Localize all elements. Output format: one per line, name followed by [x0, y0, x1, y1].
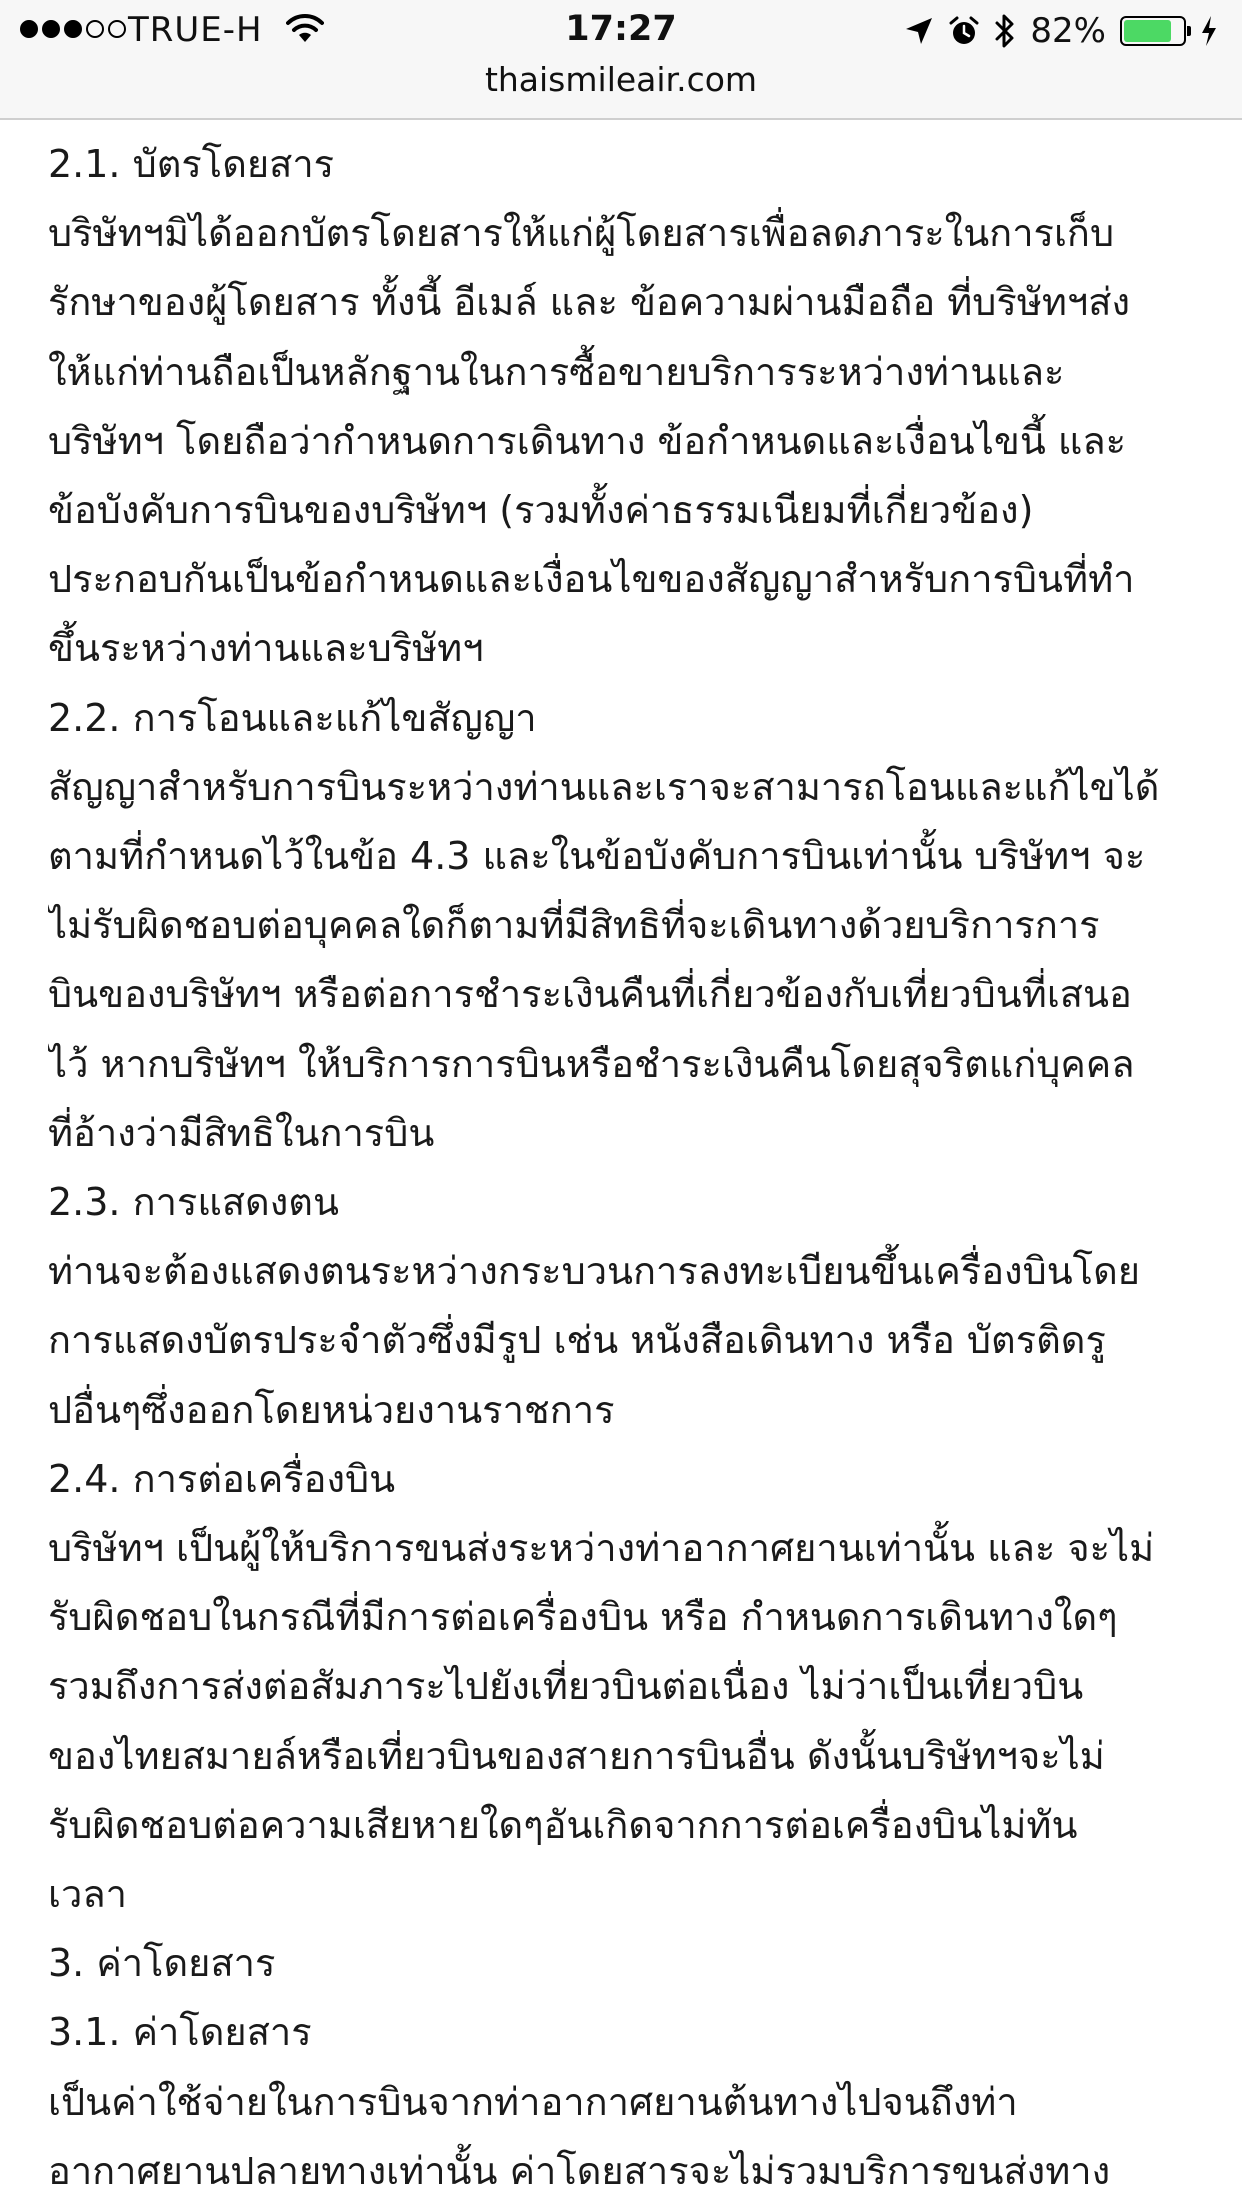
article-line: ขึ้นระหว่างท่านและบริษัทฯ	[48, 626, 484, 671]
article-content	[48, 130, 1208, 2206]
status-bar	[0, 0, 1242, 62]
alarm-icon	[948, 15, 980, 47]
article-line: 2.4. การต่อเครื่องบิน	[48, 1456, 396, 1501]
article-line: สัญญาสำหรับการบินระหว่างท่านและเราจะสามารถโอนและแก้ไขได้	[48, 764, 1160, 809]
charging-bolt-icon	[1200, 15, 1218, 47]
article-line: 2.2. การโอนและแก้ไขสัญญา	[48, 695, 537, 740]
article-line: รับผิดชอบในกรณีที่มีการต่อเครื่องบิน หรือ กำหนดการเดินทางใดๆ	[48, 1595, 1118, 1640]
article-line: ให้แก่ท่านถือเป็นหลักฐานในการซื้อขายบริการระหว่างท่านและ	[48, 349, 1065, 394]
article-line: เป็นค่าใช้จ่ายในการบินจากท่าอากาศยานต้นทางไปจนถึงท่า	[48, 2079, 1018, 2124]
article-line: การแสดงบัตรประจำตัวซึ่งมีรูป เช่น หนังสือเดินทาง หรือ บัตรติดรู	[48, 1318, 1106, 1363]
location-arrow-icon	[904, 16, 934, 46]
article-line: บินของบริษัทฯ หรือต่อการชำระเงินคืนที่เกี่ยวข้องกับเที่ยวบินที่เสนอ	[48, 972, 1132, 1017]
browser-top-bar	[0, 0, 1242, 120]
article-line: ท่านจะต้องแสดงตนระหว่างกระบวนการลงทะเบียนขึ้นเครื่องบินโดย	[48, 1249, 1141, 1294]
article-line: ข้อบังคับการบินของบริษัทฯ (รวมทั้งค่าธรรมเนียมที่เกี่ยวข้อง)	[48, 488, 1034, 533]
carrier-name: TRUE-H	[128, 10, 263, 50]
battery-fill	[1124, 20, 1171, 42]
article-line: อากาศยานปลายทางเท่านั้น ค่าโดยสารจะไม่รวมบริการขนส่งทาง	[48, 2148, 1111, 2193]
article-line: 2.3. การแสดงตน	[48, 1180, 339, 1225]
article-line: ไว้ หากบริษัทฯ ให้บริการการบินหรือชำระเงินคืนโดยสุจริตแก่บุคคล	[48, 1041, 1135, 1086]
article-line: รับผิดชอบต่อความเสียหายใดๆอันเกิดจากการต่อเครื่องบินไม่ทัน	[48, 1802, 1078, 1847]
article-line: ปอื่นๆซึ่งออกโดยหน่วยงานราชการ	[48, 1387, 615, 1432]
battery-percent: 82%	[1030, 11, 1106, 51]
bluetooth-icon	[994, 13, 1016, 49]
article-line: เวลา	[48, 1872, 127, 1917]
battery-icon	[1120, 16, 1186, 46]
article-line: รวมถึงการส่งต่อสัมภาระไปยังเที่ยวบินต่อเนื่อง ไม่ว่าเป็นเที่ยวบิน	[48, 1664, 1084, 1709]
article-line: ที่อ้างว่ามีสิทธิในการบิน	[48, 1110, 435, 1155]
article-line: รักษาของผู้โดยสาร ทั้งนี้ อีเมล์ และ ข้อความผ่านมือถือ ที่บริษัทฯส่ง	[48, 280, 1131, 325]
article-line: บริษัทฯมิได้ออกบัตรโดยสารให้แก่ผู้โดยสารเพื่อลดภาระในการเก็บ	[48, 211, 1115, 256]
status-right-icons	[904, 10, 1218, 52]
article-line: 3.1. ค่าโดยสาร	[48, 2010, 312, 2055]
address-bar-url[interactable]: thaismileair.com	[484, 60, 758, 99]
article-line: 3. ค่าโดยสาร	[48, 1941, 276, 1986]
article-line: ไม่รับผิดชอบต่อบุคคลใดก็ตามที่มีสิทธิที่จะเดินทางด้วยบริการการ	[48, 903, 1100, 948]
article-line: บริษัทฯ โดยถือว่ากำหนดการเดินทาง ข้อกำหนดและเงื่อนไขนี้ และ	[48, 418, 1127, 463]
status-time: 17:27	[565, 9, 677, 49]
battery-nub	[1187, 26, 1191, 36]
article-line: ของไทยสมายล์หรือเที่ยวบินของสายการบินอื่น ดังนั้นบริษัทฯจะไม่	[48, 1733, 1105, 1778]
article-line: ประกอบกันเป็นข้อกำหนดและเงื่อนไขของสัญญาสำหรับการบินที่ทำ	[48, 557, 1135, 602]
article-line: บริษัทฯ เป็นผู้ให้บริการขนส่งระหว่างท่าอากาศยานเท่านั้น และ จะไม่	[48, 1526, 1155, 1571]
article-line: ตามที่กำหนดไว้ในข้อ 4.3 และในข้อบังคับการบินเท่านั้น บริษัทฯ จะ	[48, 834, 1146, 879]
article-line: 2.1. บัตรโดยสาร	[48, 142, 335, 186]
